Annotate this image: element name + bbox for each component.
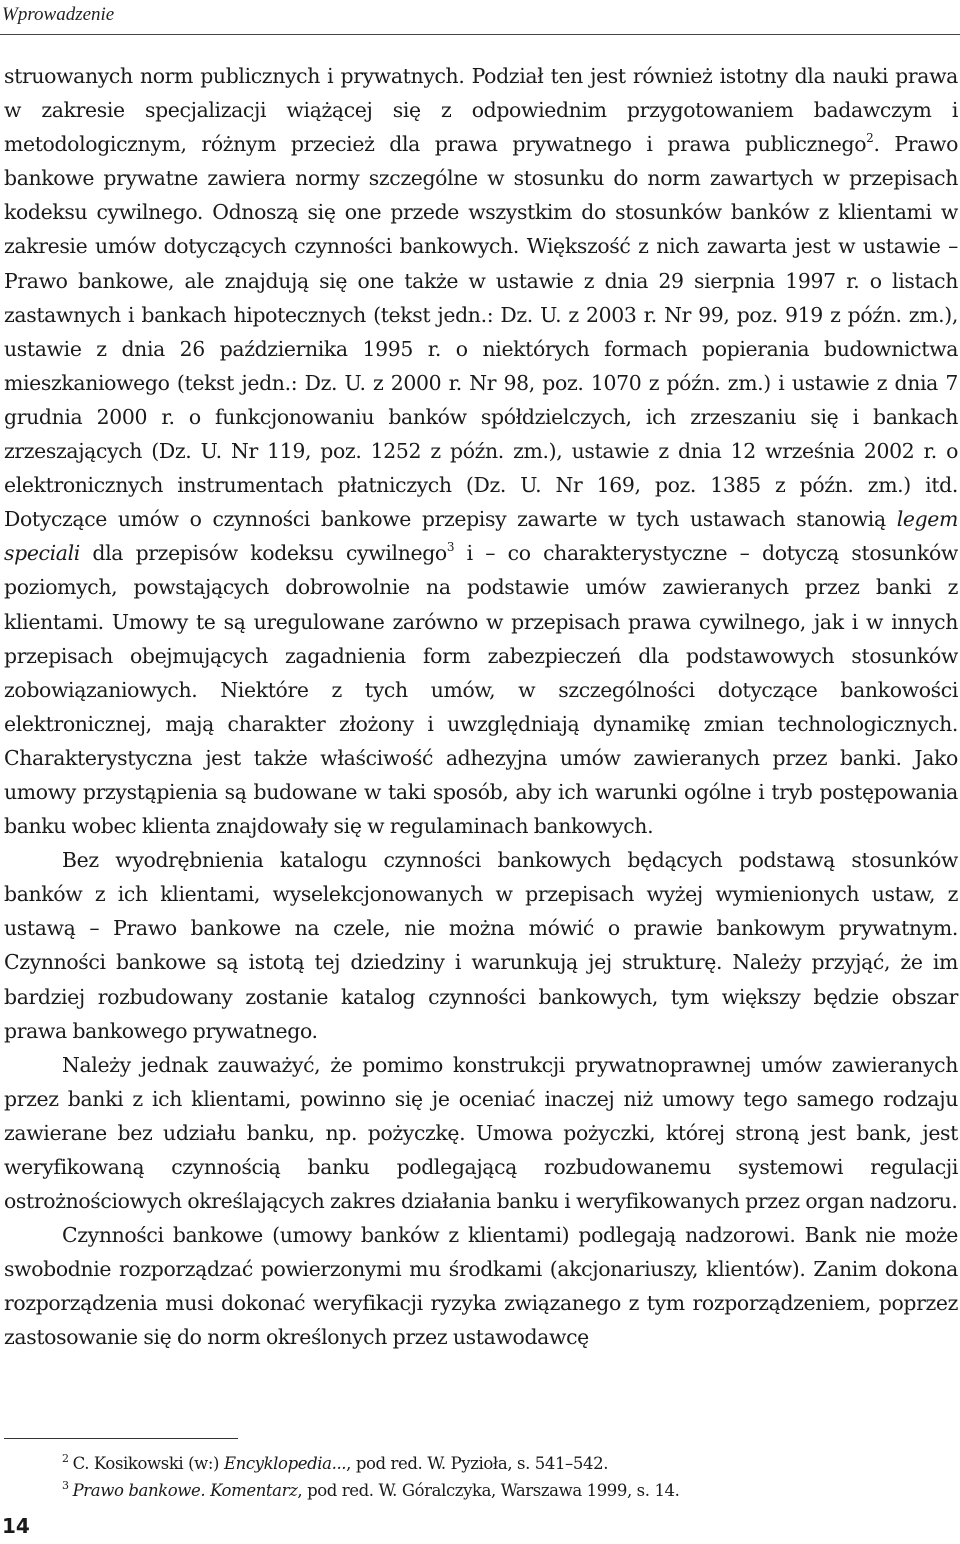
page-number: 14 [2,1514,30,1538]
running-header: Wprowadzenie [2,4,115,25]
paragraph-3: Należy jednak zauważyć, że pomimo konstrukcji prywatnoprawnej umów zawieranych przez banki z ich klientami, powinno się je oceniać inaczej niż umowy tego samego rodzaju zawierane bez udziału banku, np. pożyczkę. Umowa pożyczki, której stroną jest bank, jest weryfikowaną czynnością banku podlegającą rozbudowanemu systemowi regulacji ostrożnościowych określających zakres działania banku i weryfikowanych przez organ nadzoru. [4,1052,958,1214]
paragraph-4: Czynności bankowe (umowy banków z klientami) podlegają nadzorowi. Bank nie może swobodnie rozporządzać powierzonymi mu środkami (akcjonariuszy, klientów). Zanim dokona rozporządzenia musi dokonać weryfikacji ryzyka związanego z tym rozporządzeniem, poprzez zastosowanie się do norm określonych przez ustawodawcę [4,1223,958,1350]
latin-phrase: legem speciali [4,507,958,566]
footnote-ref-2[interactable]: 2 [866,131,874,146]
paragraph-2: Bez wyodrębnienia katalogu czynności bankowych będących podstawą stosunków banków z ich klientami, wyselekcjonowanych w przepisach wyżej wymienionych ustaw, z ustawą – Prawo bankowe na czele, nie można mówić o prawie bankowym prywatnym. Czynności bankowe są istotą tej dziedziny i warunkują jej strukturę. Należy przyjąć, że im bardziej rozbudowany zostanie katalog czynności bankowych, tym większy będzie obszar prawa bankowego prywatnego. [4,848,958,1043]
footnote-2: $^2$ C. Kosikowski (w:) Encyklopedia..., pod red. W. Pyzioła, s. 541–542. [62,1452,609,1473]
footnotes [62,1450,952,1504]
footnote-ref-3[interactable]: 3 [446,540,455,555]
footnote-3: $^3$ Prawo bankowe. Komentarz, pod red. W. Góralczyka, Warszawa 1999, s. 14. [62,1479,680,1500]
header-rule [0,34,960,35]
footnote-separator [4,1438,238,1439]
paragraph-1: struowanych norm publicznych i prywatnych. Podział ten jest również istotny dla nauki prawa w zakresie specjalizacji wiążącej się z odpowiednim przygotowaniem badawczym i metodologicznym, różnym przecież dla prawa prywatnego i prawa publicznego$^2$. Prawo bankowe prywatne zawiera normy szczególne w stosunku do norm zawartych w przepisach kodeksu cywilnego. Odnoszą się one przede wszystkim do stosunków banków z klientami w zakresie umów dotyczących czynności bankowych. Większość z nich zawarta jest w ustawie – Prawo bankowe, ale znajdują się one także w ustawie z dnia 29 sierpnia 1997 r. o listach zastawnych i bankach hipotecznych (tekst jedn.: Dz. U. z 2003 r. Nr 99, poz. 919 z późn. zm.), ustawie z dnia 26 października 1995 r. o niektórych formach popierania budownictwa mieszkaniowego (tekst jedn.: Dz. U. z 2000 r. Nr 98, poz. 1070 z późn. zm.) i ustawie z dnia 7 grudnia 2000 r. o funkcjonowaniu banków spółdzielczych, ich zrzeszaniu się i bankach zrzeszających (Dz. U. Nr 119, poz. 1252 z późn. zm.), ustawie z dnia 12 września 2002 r. o elektronicznych instrumentach płatniczych (Dz. U. Nr 169, poz. 1385 z późn. zm.) itd. Dotyczące umów o czynności bankowe przepisy zawarte w tych ustawach stanowią legem speciali dla przepisów kodeksu cywilnego$^3$ i – co charakterystyczne – dotyczą stosunków poziomych, powstających dobrowolnie na podstawie umów zawieranych przez banki z klientami. Umowy te są uregulowane zarówno w przepisach prawa cywilnego, jak i w innych przepisach obejmujących zagadnienia form zabezpieczeń dla podstawowych stosunków zobowiązaniowych. Niektóre z tych umów, w szczególności dotyczące bankowości elektronicznej, mają charakter złożony i uwzględniają dynamikę zmian technologicznych. Charakterystyczna jest także właściwość adhezyjna umów zawieranych przez banki. Jako umowy przystąpienia są budowane w taki sposób, aby ich warunki ogólne i tryb postępowania banku wobec klienta znajdowały się w regulaminach bankowych. [4,64,958,839]
main-text [4,59,958,1355]
